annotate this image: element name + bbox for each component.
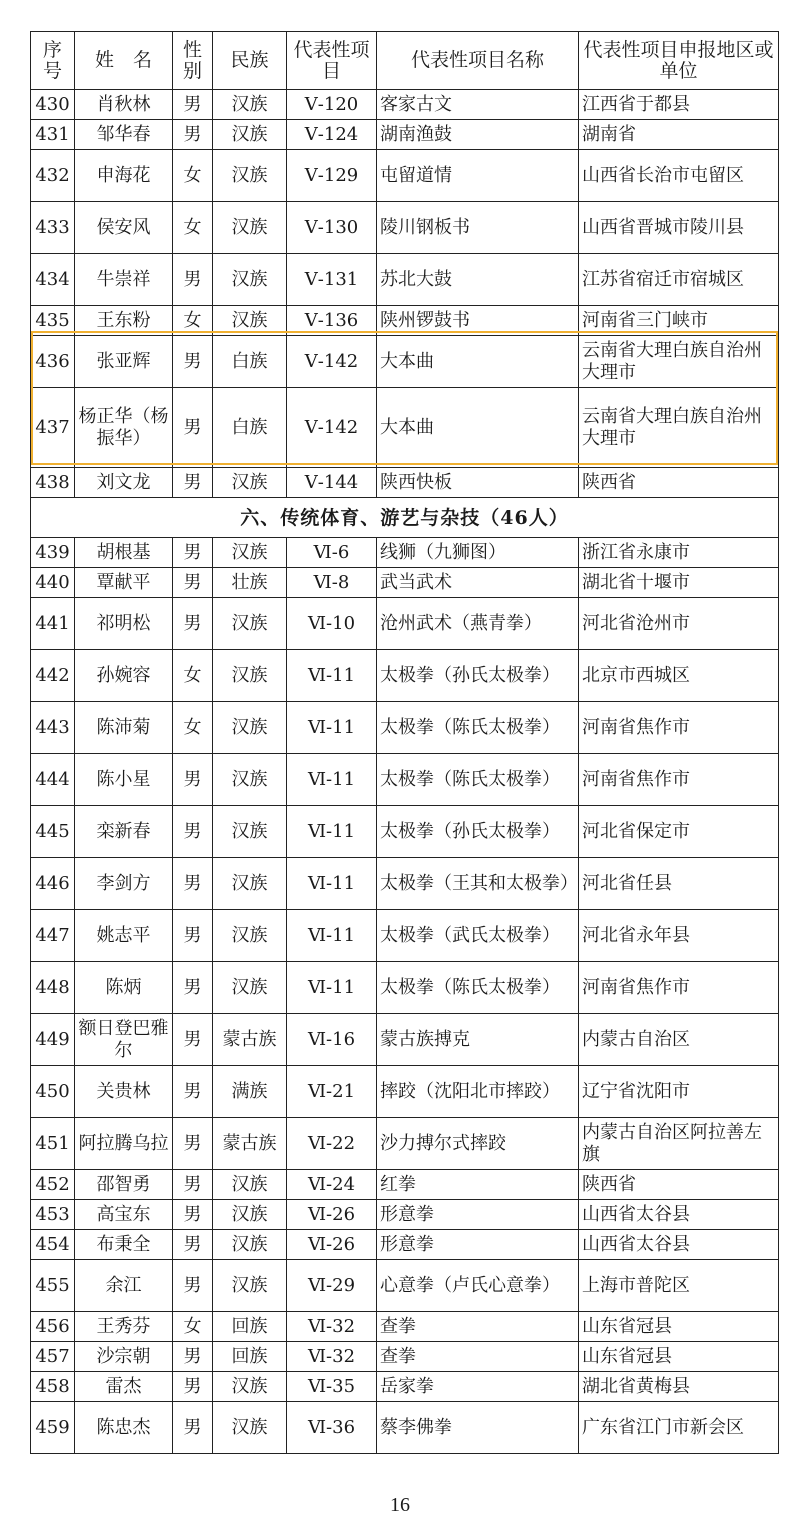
cell-code: Ⅴ-124 [287, 120, 377, 150]
cell-code: Ⅴ-129 [287, 150, 377, 202]
header-gender: 性别 [173, 32, 213, 90]
table-row [31, 1260, 779, 1312]
cell-gender: 男 [173, 388, 213, 468]
cell-seq: 449 [31, 1014, 75, 1066]
cell-gender: 男 [173, 754, 213, 806]
cell-ethnicity: 白族 [213, 388, 287, 468]
cell-project: 红拳 [377, 1170, 579, 1200]
cell-seq: 436 [31, 336, 75, 388]
cell-name: 牛崇祥 [75, 254, 173, 306]
cell-name: 余江 [75, 1260, 173, 1312]
cell-name: 栾新春 [75, 806, 173, 858]
cell-project: 心意拳（卢氏心意拳） [377, 1260, 579, 1312]
cell-gender: 男 [173, 1200, 213, 1230]
cell-region: 山西省太谷县 [579, 1200, 779, 1230]
cell-seq: 432 [31, 150, 75, 202]
cell-name: 孙婉容 [75, 650, 173, 702]
cell-project: 太极拳（孙氏太极拳） [377, 806, 579, 858]
table-row [31, 568, 779, 598]
cell-code: Ⅵ-32 [287, 1342, 377, 1372]
table-row [31, 754, 779, 806]
cell-seq: 445 [31, 806, 75, 858]
cell-ethnicity: 汉族 [213, 1402, 287, 1454]
cell-gender: 男 [173, 1402, 213, 1454]
cell-code: Ⅵ-26 [287, 1230, 377, 1260]
cell-ethnicity: 汉族 [213, 202, 287, 254]
cell-project: 大本曲 [377, 388, 579, 468]
cell-seq: 451 [31, 1118, 75, 1170]
cell-project: 沙力搏尔式摔跤 [377, 1118, 579, 1170]
cell-seq: 441 [31, 598, 75, 650]
cell-name: 李剑方 [75, 858, 173, 910]
cell-gender: 男 [173, 1170, 213, 1200]
table-row [31, 1312, 779, 1342]
cell-ethnicity: 汉族 [213, 702, 287, 754]
cell-project: 陕西快板 [377, 468, 579, 498]
cell-code: Ⅵ-32 [287, 1312, 377, 1342]
cell-seq: 455 [31, 1260, 75, 1312]
cell-name: 额日登巴雅尔 [75, 1014, 173, 1066]
cell-project: 查拳 [377, 1312, 579, 1342]
cell-ethnicity: 汉族 [213, 254, 287, 306]
heritage-table [30, 31, 779, 1454]
cell-ethnicity: 汉族 [213, 1230, 287, 1260]
cell-ethnicity: 汉族 [213, 150, 287, 202]
cell-project: 沧州武术（燕青拳） [377, 598, 579, 650]
cell-code: Ⅵ-29 [287, 1260, 377, 1312]
cell-seq: 456 [31, 1312, 75, 1342]
table-row [31, 306, 779, 336]
table-row [31, 650, 779, 702]
cell-name: 刘文龙 [75, 468, 173, 498]
cell-name: 侯安风 [75, 202, 173, 254]
cell-code: Ⅵ-21 [287, 1066, 377, 1118]
cell-gender: 男 [173, 468, 213, 498]
cell-project: 湖南渔鼓 [377, 120, 579, 150]
cell-project: 客家古文 [377, 90, 579, 120]
cell-project: 形意拳 [377, 1230, 579, 1260]
cell-seq: 435 [31, 306, 75, 336]
cell-gender: 女 [173, 650, 213, 702]
cell-ethnicity: 汉族 [213, 806, 287, 858]
cell-region: 湖北省黄梅县 [579, 1372, 779, 1402]
cell-region: 山西省太谷县 [579, 1230, 779, 1260]
cell-ethnicity: 汉族 [213, 468, 287, 498]
table-row [31, 120, 779, 150]
cell-region: 山西省晋城市陵川县 [579, 202, 779, 254]
table-row [31, 1170, 779, 1200]
cell-project: 太极拳（陈氏太极拳） [377, 754, 579, 806]
cell-seq: 447 [31, 910, 75, 962]
cell-region: 河南省三门峡市 [579, 306, 779, 336]
table-row [31, 150, 779, 202]
cell-name: 胡根基 [75, 538, 173, 568]
cell-project: 太极拳（陈氏太极拳） [377, 702, 579, 754]
cell-gender: 男 [173, 1066, 213, 1118]
table-row [31, 1200, 779, 1230]
cell-seq: 442 [31, 650, 75, 702]
cell-region: 湖南省 [579, 120, 779, 150]
cell-name: 王秀芬 [75, 1312, 173, 1342]
cell-region: 河南省焦作市 [579, 754, 779, 806]
cell-name: 王东粉 [75, 306, 173, 336]
cell-region: 陕西省 [579, 468, 779, 498]
cell-name: 张亚辉 [75, 336, 173, 388]
cell-project: 太极拳（王其和太极拳） [377, 858, 579, 910]
cell-project: 摔跤（沈阳北市摔跤） [377, 1066, 579, 1118]
cell-gender: 男 [173, 120, 213, 150]
cell-seq: 431 [31, 120, 75, 150]
cell-project: 线狮（九狮图） [377, 538, 579, 568]
cell-project: 太极拳（孙氏太极拳） [377, 650, 579, 702]
cell-gender: 男 [173, 1372, 213, 1402]
cell-code: Ⅵ-10 [287, 598, 377, 650]
table-row [31, 1118, 779, 1170]
cell-project: 蒙古族搏克 [377, 1014, 579, 1066]
cell-gender: 男 [173, 1230, 213, 1260]
cell-ethnicity: 汉族 [213, 306, 287, 336]
cell-code: Ⅵ-26 [287, 1200, 377, 1230]
cell-region: 河南省焦作市 [579, 962, 779, 1014]
cell-code: Ⅴ-130 [287, 202, 377, 254]
cell-code: Ⅵ-11 [287, 702, 377, 754]
cell-gender: 男 [173, 254, 213, 306]
cell-code: Ⅵ-22 [287, 1118, 377, 1170]
cell-gender: 男 [173, 1342, 213, 1372]
cell-code: Ⅵ-35 [287, 1372, 377, 1402]
cell-code: Ⅵ-11 [287, 806, 377, 858]
cell-name: 高宝东 [75, 1200, 173, 1230]
cell-project: 太极拳（武氏太极拳） [377, 910, 579, 962]
cell-seq: 446 [31, 858, 75, 910]
table-row [31, 598, 779, 650]
cell-name: 布秉全 [75, 1230, 173, 1260]
cell-name: 阿拉腾乌拉 [75, 1118, 173, 1170]
cell-seq: 452 [31, 1170, 75, 1200]
header-project: 代表性项目名称 [377, 32, 579, 90]
table-row [31, 202, 779, 254]
cell-seq: 430 [31, 90, 75, 120]
cell-seq: 454 [31, 1230, 75, 1260]
table-row [31, 468, 779, 498]
cell-gender: 男 [173, 1014, 213, 1066]
cell-name: 陈炳 [75, 962, 173, 1014]
cell-project: 蔡李佛拳 [377, 1402, 579, 1454]
cell-name: 陈小星 [75, 754, 173, 806]
cell-name: 陈沛菊 [75, 702, 173, 754]
cell-gender: 男 [173, 910, 213, 962]
cell-project: 岳家拳 [377, 1372, 579, 1402]
cell-seq: 444 [31, 754, 75, 806]
header-region: 代表性项目申报地区或单位 [579, 32, 779, 90]
section-title: 六、传统体育、游艺与杂技（46人） [31, 498, 779, 538]
cell-code: Ⅵ-24 [287, 1170, 377, 1200]
table-row [31, 1342, 779, 1372]
header-code: 代表性项目 [287, 32, 377, 90]
cell-gender: 女 [173, 202, 213, 254]
cell-project: 陵川钢板书 [377, 202, 579, 254]
cell-name: 关贵林 [75, 1066, 173, 1118]
cell-code: Ⅴ-120 [287, 90, 377, 120]
cell-project: 苏北大鼓 [377, 254, 579, 306]
cell-gender: 女 [173, 150, 213, 202]
cell-code: Ⅴ-142 [287, 336, 377, 388]
cell-region: 山东省冠县 [579, 1342, 779, 1372]
cell-region: 陕西省 [579, 1170, 779, 1200]
cell-region: 河北省任县 [579, 858, 779, 910]
heritage-table-container [30, 31, 778, 1454]
cell-region: 江苏省宿迁市宿城区 [579, 254, 779, 306]
cell-project: 屯留道情 [377, 150, 579, 202]
cell-name: 邵智勇 [75, 1170, 173, 1200]
cell-code: Ⅵ-11 [287, 754, 377, 806]
cell-gender: 男 [173, 1118, 213, 1170]
cell-seq: 453 [31, 1200, 75, 1230]
cell-ethnicity: 汉族 [213, 910, 287, 962]
cell-seq: 459 [31, 1402, 75, 1454]
cell-ethnicity: 汉族 [213, 1170, 287, 1200]
cell-region: 内蒙古自治区阿拉善左旗 [579, 1118, 779, 1170]
cell-seq: 440 [31, 568, 75, 598]
cell-code: Ⅵ-8 [287, 568, 377, 598]
table-body-after [31, 538, 779, 1454]
cell-seq: 443 [31, 702, 75, 754]
cell-ethnicity: 汉族 [213, 538, 287, 568]
cell-gender: 男 [173, 1260, 213, 1312]
cell-project: 形意拳 [377, 1200, 579, 1230]
cell-ethnicity: 回族 [213, 1312, 287, 1342]
cell-ethnicity: 汉族 [213, 1372, 287, 1402]
cell-name: 沙宗朝 [75, 1342, 173, 1372]
cell-name: 杨正华（杨振华） [75, 388, 173, 468]
cell-code: Ⅵ-16 [287, 1014, 377, 1066]
cell-region: 内蒙古自治区 [579, 1014, 779, 1066]
section-body [31, 498, 779, 538]
table-row [31, 538, 779, 568]
cell-gender: 女 [173, 702, 213, 754]
cell-gender: 男 [173, 858, 213, 910]
cell-ethnicity: 汉族 [213, 1200, 287, 1230]
cell-name: 陈忠杰 [75, 1402, 173, 1454]
table-row [31, 806, 779, 858]
cell-name: 姚志平 [75, 910, 173, 962]
cell-ethnicity: 汉族 [213, 962, 287, 1014]
cell-region: 河南省焦作市 [579, 702, 779, 754]
cell-region: 广东省江门市新会区 [579, 1402, 779, 1454]
cell-gender: 男 [173, 336, 213, 388]
cell-code: Ⅵ-36 [287, 1402, 377, 1454]
table-row [31, 1402, 779, 1454]
cell-region: 河北省沧州市 [579, 598, 779, 650]
cell-gender: 女 [173, 306, 213, 336]
cell-code: Ⅴ-144 [287, 468, 377, 498]
cell-region: 山西省长治市屯留区 [579, 150, 779, 202]
cell-region: 辽宁省沈阳市 [579, 1066, 779, 1118]
cell-ethnicity: 汉族 [213, 598, 287, 650]
cell-ethnicity: 汉族 [213, 120, 287, 150]
header-name: 姓 名 [75, 32, 173, 90]
cell-region: 河北省永年县 [579, 910, 779, 962]
cell-name: 邹华春 [75, 120, 173, 150]
header-seq: 序号 [31, 32, 75, 90]
cell-name: 申海花 [75, 150, 173, 202]
cell-ethnicity: 满族 [213, 1066, 287, 1118]
cell-seq: 437 [31, 388, 75, 468]
table-row [31, 1230, 779, 1260]
cell-name: 雷杰 [75, 1372, 173, 1402]
cell-region: 江西省于都县 [579, 90, 779, 120]
cell-region: 浙江省永康市 [579, 538, 779, 568]
cell-gender: 男 [173, 568, 213, 598]
cell-project: 大本曲 [377, 336, 579, 388]
cell-gender: 女 [173, 1312, 213, 1342]
cell-project: 武当武术 [377, 568, 579, 598]
cell-ethnicity: 汉族 [213, 858, 287, 910]
cell-gender: 男 [173, 598, 213, 650]
cell-ethnicity: 汉族 [213, 1260, 287, 1312]
cell-gender: 男 [173, 90, 213, 120]
table-row [31, 1372, 779, 1402]
cell-ethnicity: 回族 [213, 1342, 287, 1372]
cell-project: 查拳 [377, 1342, 579, 1372]
cell-region: 山东省冠县 [579, 1312, 779, 1342]
cell-gender: 男 [173, 962, 213, 1014]
cell-code: Ⅵ-11 [287, 962, 377, 1014]
table-row [31, 388, 779, 468]
table-row [31, 858, 779, 910]
cell-region: 湖北省十堰市 [579, 568, 779, 598]
table-row [31, 254, 779, 306]
section-row [31, 498, 779, 538]
cell-name: 祁明松 [75, 598, 173, 650]
header-ethnicity: 民族 [213, 32, 287, 90]
cell-region: 云南省大理白族自治州大理市 [579, 336, 779, 388]
table-row [31, 336, 779, 388]
cell-project: 陕州锣鼓书 [377, 306, 579, 336]
cell-name: 覃献平 [75, 568, 173, 598]
table-header-row [31, 32, 779, 90]
cell-ethnicity: 汉族 [213, 650, 287, 702]
cell-seq: 457 [31, 1342, 75, 1372]
cell-ethnicity: 白族 [213, 336, 287, 388]
cell-seq: 458 [31, 1372, 75, 1402]
table-row [31, 910, 779, 962]
cell-code: Ⅴ-136 [287, 306, 377, 336]
cell-project: 太极拳（陈氏太极拳） [377, 962, 579, 1014]
cell-code: Ⅴ-131 [287, 254, 377, 306]
table-row [31, 962, 779, 1014]
cell-ethnicity: 壮族 [213, 568, 287, 598]
cell-code: Ⅵ-6 [287, 538, 377, 568]
cell-ethnicity: 汉族 [213, 90, 287, 120]
cell-code: Ⅴ-142 [287, 388, 377, 468]
cell-region: 上海市普陀区 [579, 1260, 779, 1312]
table-row [31, 90, 779, 120]
table-row [31, 1014, 779, 1066]
page-number: 16 [390, 1494, 410, 1516]
cell-seq: 439 [31, 538, 75, 568]
cell-gender: 男 [173, 806, 213, 858]
cell-gender: 男 [173, 538, 213, 568]
table-row [31, 702, 779, 754]
table-body-before [31, 90, 779, 498]
cell-seq: 434 [31, 254, 75, 306]
cell-code: Ⅵ-11 [287, 650, 377, 702]
cell-name: 肖秋林 [75, 90, 173, 120]
table-row [31, 1066, 779, 1118]
cell-ethnicity: 蒙古族 [213, 1014, 287, 1066]
cell-seq: 433 [31, 202, 75, 254]
cell-code: Ⅵ-11 [287, 910, 377, 962]
cell-code: Ⅵ-11 [287, 858, 377, 910]
cell-ethnicity: 蒙古族 [213, 1118, 287, 1170]
cell-seq: 448 [31, 962, 75, 1014]
cell-region: 河北省保定市 [579, 806, 779, 858]
cell-seq: 450 [31, 1066, 75, 1118]
cell-seq: 438 [31, 468, 75, 498]
cell-region: 云南省大理白族自治州大理市 [579, 388, 779, 468]
cell-region: 北京市西城区 [579, 650, 779, 702]
cell-ethnicity: 汉族 [213, 754, 287, 806]
